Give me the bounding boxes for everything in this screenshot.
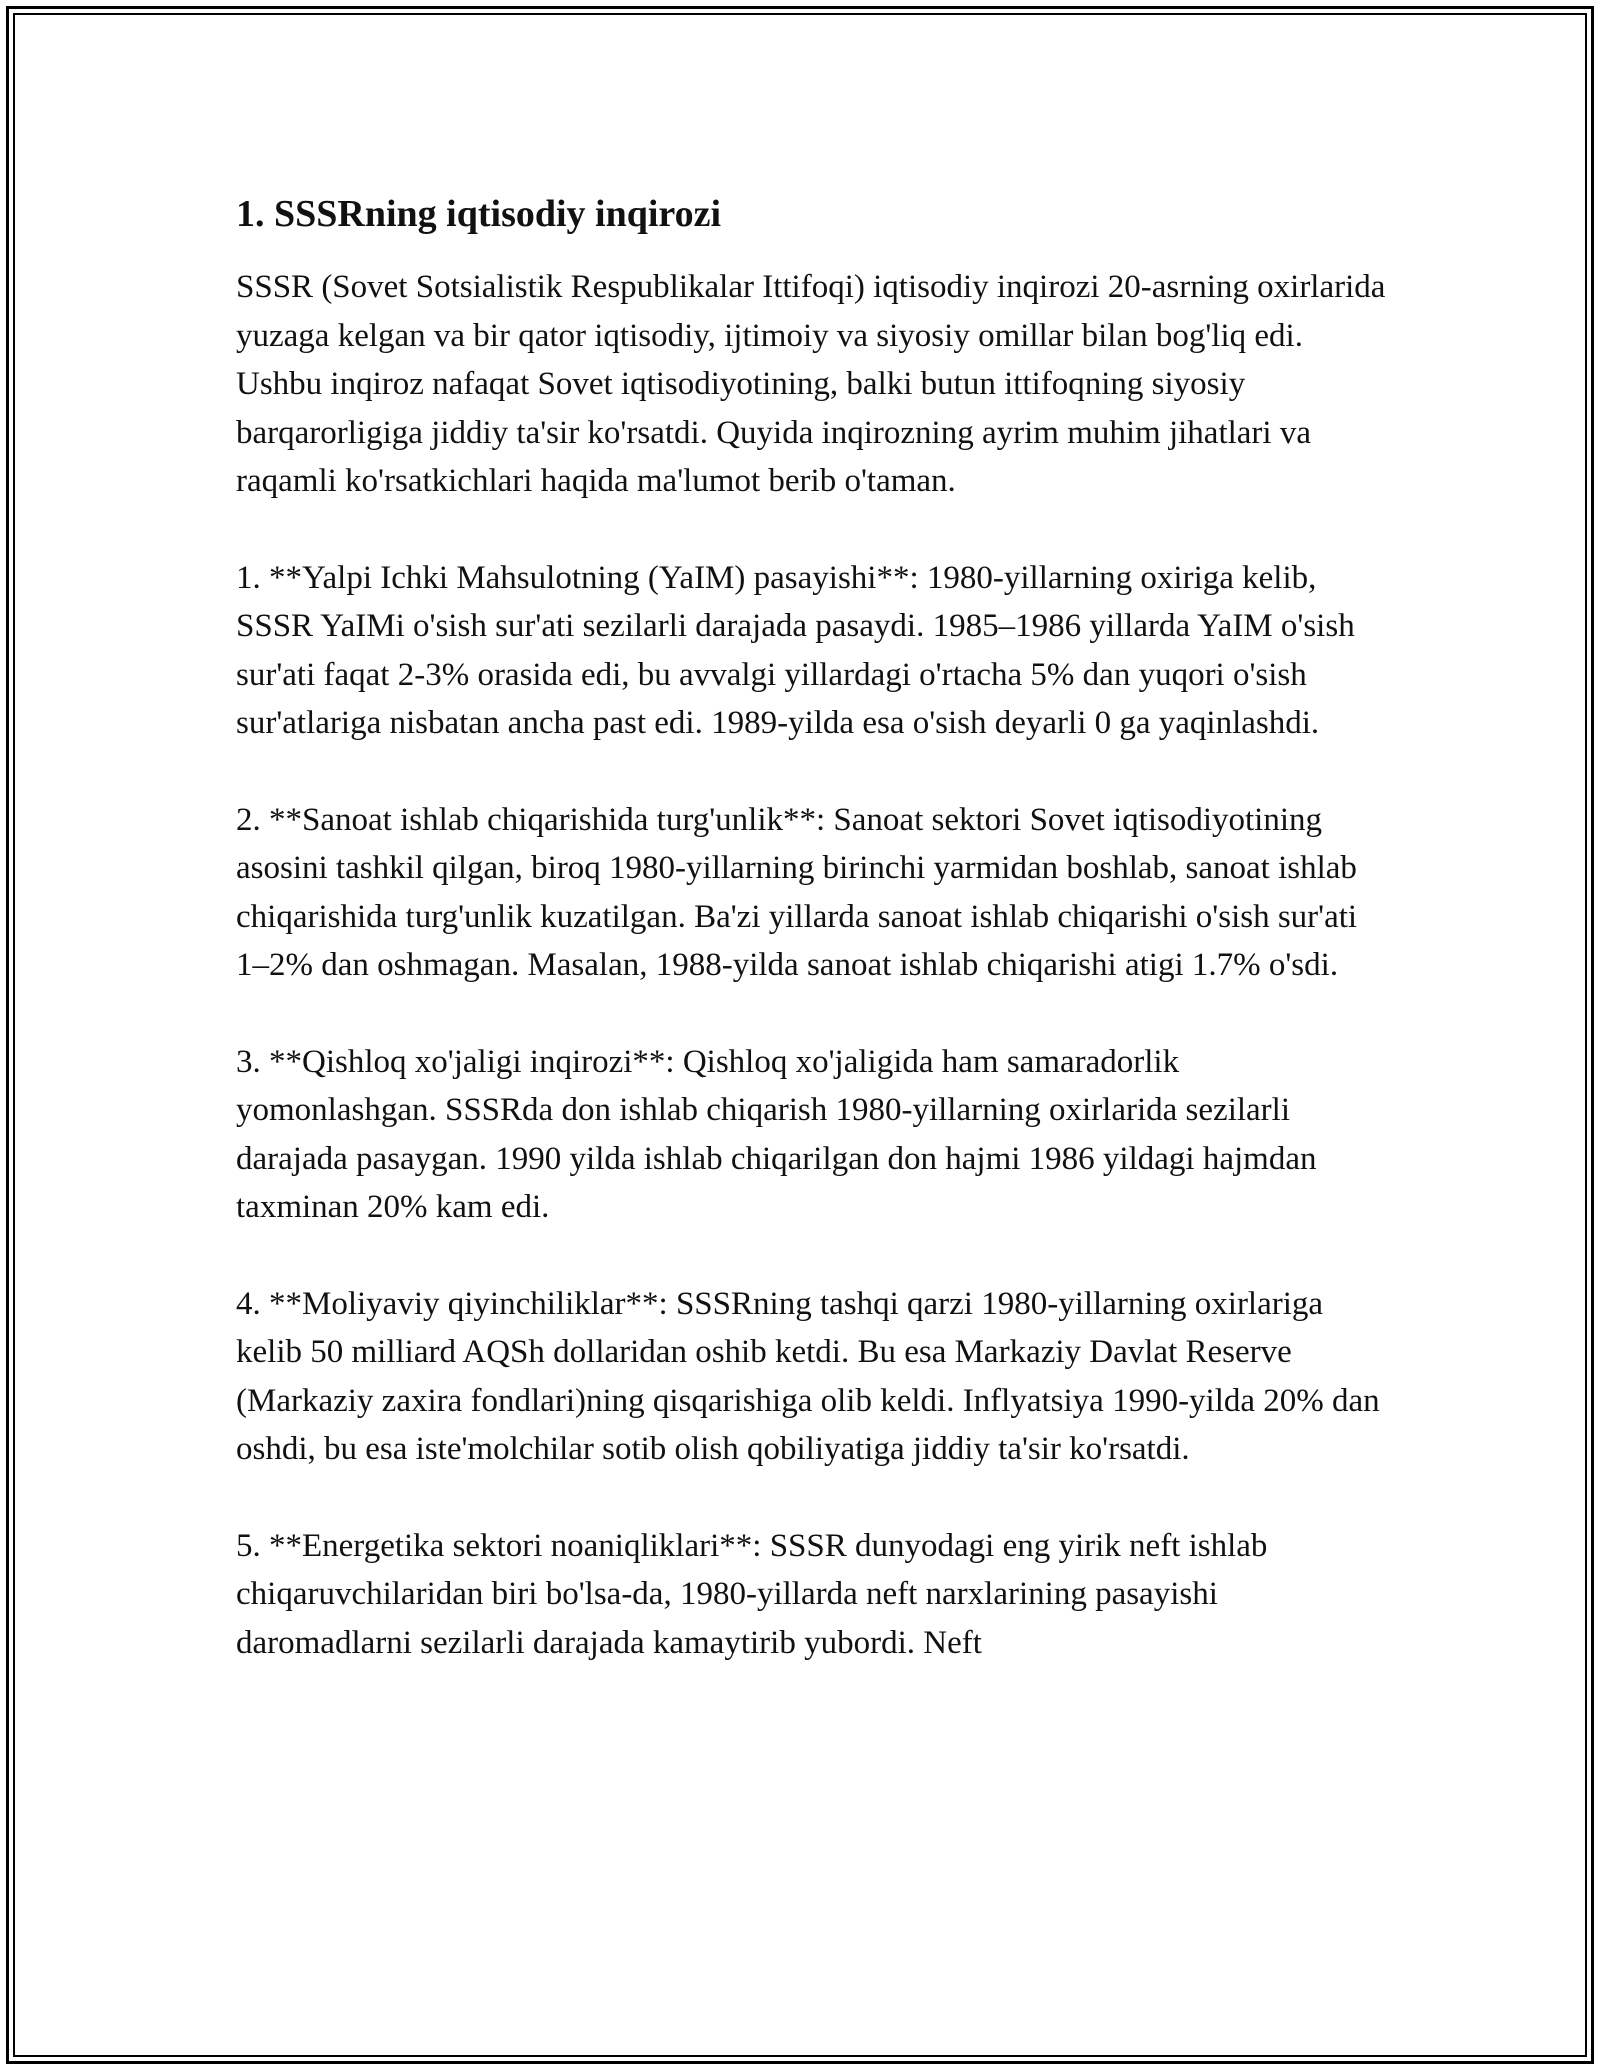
document-title: 1. SSSRning iqtisodiy inqirozi (236, 193, 722, 235)
paragraph-industrial-stagnation: 2. **Sanoat ishlab chiqarishida turg'unlik**: Sanoat sektori Sovet iqtisodiyotining asosini tashkil qilgan, biroq 1980-yillarning birinchi yarmidan boshlab, sanoat ishlab chiqarishida turg'unlik kuzatilgan. Ba'zi yillarda sanoat ishlab chiqarishi o'sish sur'ati 1–2% dan oshmagan. Masalan, 1988-yilda sanoat ishlab chiqarishi atigi 1.7% o'sdi. (236, 801, 1358, 983)
paragraph-financial-difficulties: 4. **Moliyaviy qiyinchiliklar**: SSSRning tashqi qarzi 1980-yillarning oxirlariga kelib 50 milliard AQSh dollaridan oshib ketdi. Bu esa Markaziy Davlat Reserve (Markaziy zaxira fondlari)ning qisqarishiga olib keldi. Inflyatsiya 1990-yilda 20% dan oshdi, bu esa iste'molchilar sotib olish qobiliyatiga jiddiy ta'sir ko'rsatdi. (236, 1285, 1380, 1467)
paragraph-gdp-decline: 1. **Yalpi Ichki Mahsulotning (YaIM) pasayishi**: 1980-yillarning oxiriga kelib, SSSR YaIMi o'sish sur'ati sezilarli darajada pasaydi. 1985–1986 yillarda YaIM o'sish sur'ati faqat 2-3% orasida edi, bu avvalgi yillardagi o'rtacha 5% dan yuqori o'sish sur'atlariga nisbatan ancha past edi. 1989-yilda esa o'sish deyarli 0 ga yaqinlashdi. (236, 559, 1355, 741)
paragraph-energy-sector: 5. **Energetika sektori noaniqliklari**: SSSR dunyodagi eng yirik neft ishlab chiqaruvchilaridan biri bo'lsa-da, 1980-yillarda neft narxlarining pasayishi daromadlarni sezilarli darajada kamaytirib yubordi. Neft (236, 1527, 1268, 1661)
paragraph-intro: SSSR (Sovet Sotsialistik Respublikalar Ittifoqi) iqtisodiy inqirozi 20-asrning oxirlarida yuzaga kelgan va bir qator iqtisodiy, ijtimoiy va siyosiy omillar bilan bog'liq edi. Ushbu inqiroz nafaqat Sovet iqtisodiyotining, balki butun ittifoqning siyosiy barqarorligiga jiddiy ta'sir ko'rsatdi. Quyida inqirozning ayrim muhim jihatlari va raqamli ko'rsatkichlari haqida ma'lumot berib o'taman. (236, 269, 1386, 499)
document-body (236, 185, 1386, 1715)
paragraph-agriculture-crisis: 3. **Qishloq xo'jaligi inqirozi**: Qishloq xo'jaligida ham samaradorlik yomonlashgan. SSSRda don ishlab chiqarish 1980-yillarning oxirlarida sezilarli darajada pasaygan. 1990 yilda ishlab chiqarilgan don hajmi 1986 yildagi hajmdan taxminan 20% kam edi. (236, 1043, 1317, 1225)
